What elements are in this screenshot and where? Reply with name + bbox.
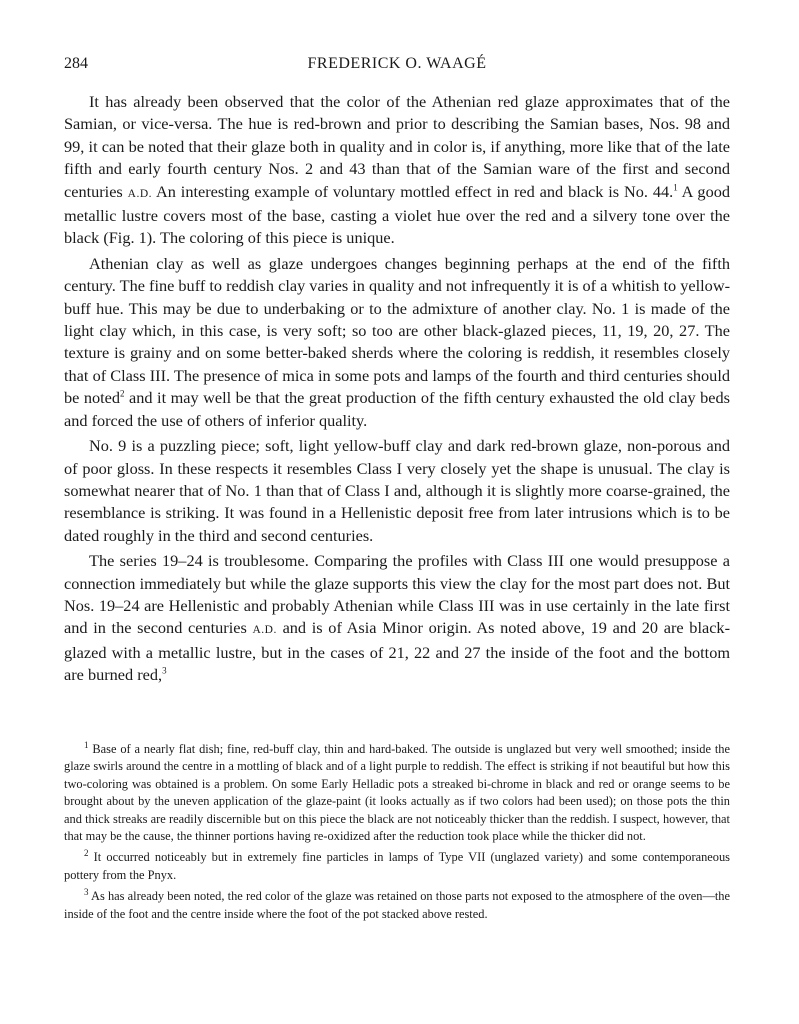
paragraph-1	[64, 91, 730, 250]
paragraph-text: The series 19–24 is troublesome. Comparing the profiles with Class III one would presuppose a connection immediately but while the glaze supports this view the clay for the most part does not. But Nos. 19–24 are Hellenistic and probably Athenian while Class III was in use certainly in the late first and in the second centuries	[64, 551, 730, 638]
footnote-reference: 1	[673, 182, 678, 193]
footnote-2	[64, 849, 730, 884]
paragraph-text: Athenian clay as well as glaze undergoes changes beginning perhaps at the end of the fifth century. The fine buff to reddish clay varies in quality and not infrequently it is of a whitish to yellow-buff hue. This may be due to underbaking or to the admixture of another clay. No. 1 is made of the light clay which, in this case, is very soft; so too are other black-glazed pieces, 11, 19, 20, 27. The texture is grainy and on some better-baked sherds where the coloring is reddish, it resembles closely that of Class III. The presence of mica in some pots and lamps of the fourth and third centuries should be noted	[64, 253, 730, 408]
footnotes	[64, 741, 730, 927]
paragraph-4	[64, 550, 730, 686]
paragraph-text: and it may well be that the great production of the fifth century exhausted the old clay beds and forced the use of others of inferior quality.	[64, 388, 730, 430]
paragraph-3	[64, 435, 730, 547]
paragraph-2	[64, 253, 730, 432]
era-abbreviation: A.D.	[252, 624, 277, 637]
paragraph-text: It has already been observed that the color of the Athenian red glaze approximates that of the Samian, or vice-versa. The hue is red-brown and prior to describing the Samian bases, Nos. 98 and 99, it can be noted that their glaze both in quality and in color is, if anything, more like that of the late fifth and early fourth century Nos. 2 and 43 than that of the Samian ware of the first and second centuries	[64, 92, 730, 201]
era-abbreviation: A.D.	[127, 187, 153, 200]
footnote-reference: 2	[120, 388, 125, 399]
footnote-text: It occurred noticeably but in extremely fine particles in lamps of Type VII (unglazed variety) and some contemporaneous pottery from the Pnyx.	[64, 850, 730, 882]
footnote-marker: 1	[84, 739, 89, 750]
footnote-marker: 2	[84, 848, 89, 859]
body-text	[64, 91, 730, 690]
page-number: 284	[64, 55, 88, 72]
page-header	[64, 55, 730, 79]
paragraph-text: and is of Asia Minor origin. As noted above, 19 and 20 are black-glazed with a metallic lustre, but in the cases of 21, 22 and 27 the inside of the foot and the bottom are burned red,	[64, 618, 730, 685]
footnote-marker: 3	[84, 887, 89, 898]
paragraph-text: No. 9 is a puzzling piece; soft, light yellow-buff clay and dark red-brown glaze, non-porous and of poor gloss. In these respects it resembles Class I very closely yet the shape is unusual. The clay is somewhat nearer that of No. 1 than that of Class I and, although it is slightly more coarse-grained, the resemblance is striking. It was found in a Hellenistic deposit free from later intrusions which is to be dated roughly in the third and second centuries.	[64, 436, 730, 545]
footnote-1	[64, 741, 730, 845]
footnote-reference: 3	[162, 665, 167, 676]
running-title: FREDERICK O. WAAGÉ	[307, 55, 487, 72]
footnote-3	[64, 888, 730, 923]
footnote-text: Base of a nearly flat dish; fine, red-buff clay, thin and hard-baked. The outside is unglazed but very well smoothed; inside the glaze swirls around the centre in a mottling of black and of a light purple to reddish. The effect is striking if not beautiful but how this two-coloring was obtained is a problem. On some Early Helladic pots a streaked bi-chrome in black and red or orange seems to be brought about by the uneven application of the glaze-paint (it looks actually as if two colors had been used); on those pots the thin and thick streaks are readily discernible but on this piece the black are not noticeably thicker than the reddish. I suspect, however, that that may be the cause, the thinner portions having re-oxidized after the reduction took place while the thicker did not.	[64, 742, 730, 844]
paragraph-text: An interesting example of voluntary mottled effect in red and black is No. 44.	[152, 181, 674, 201]
footnote-text: As has already been noted, the red color of the glaze was retained on those parts not exposed to the atmosphere of the oven—the inside of the foot and the centre inside where the foot of the pot stacked above rested.	[64, 889, 730, 921]
paragraph-text: A good metallic lustre covers most of the base, casting a violet hue over the red and a silvery tone over the black (Fig. 1). The coloring of this piece is unique.	[64, 181, 730, 248]
